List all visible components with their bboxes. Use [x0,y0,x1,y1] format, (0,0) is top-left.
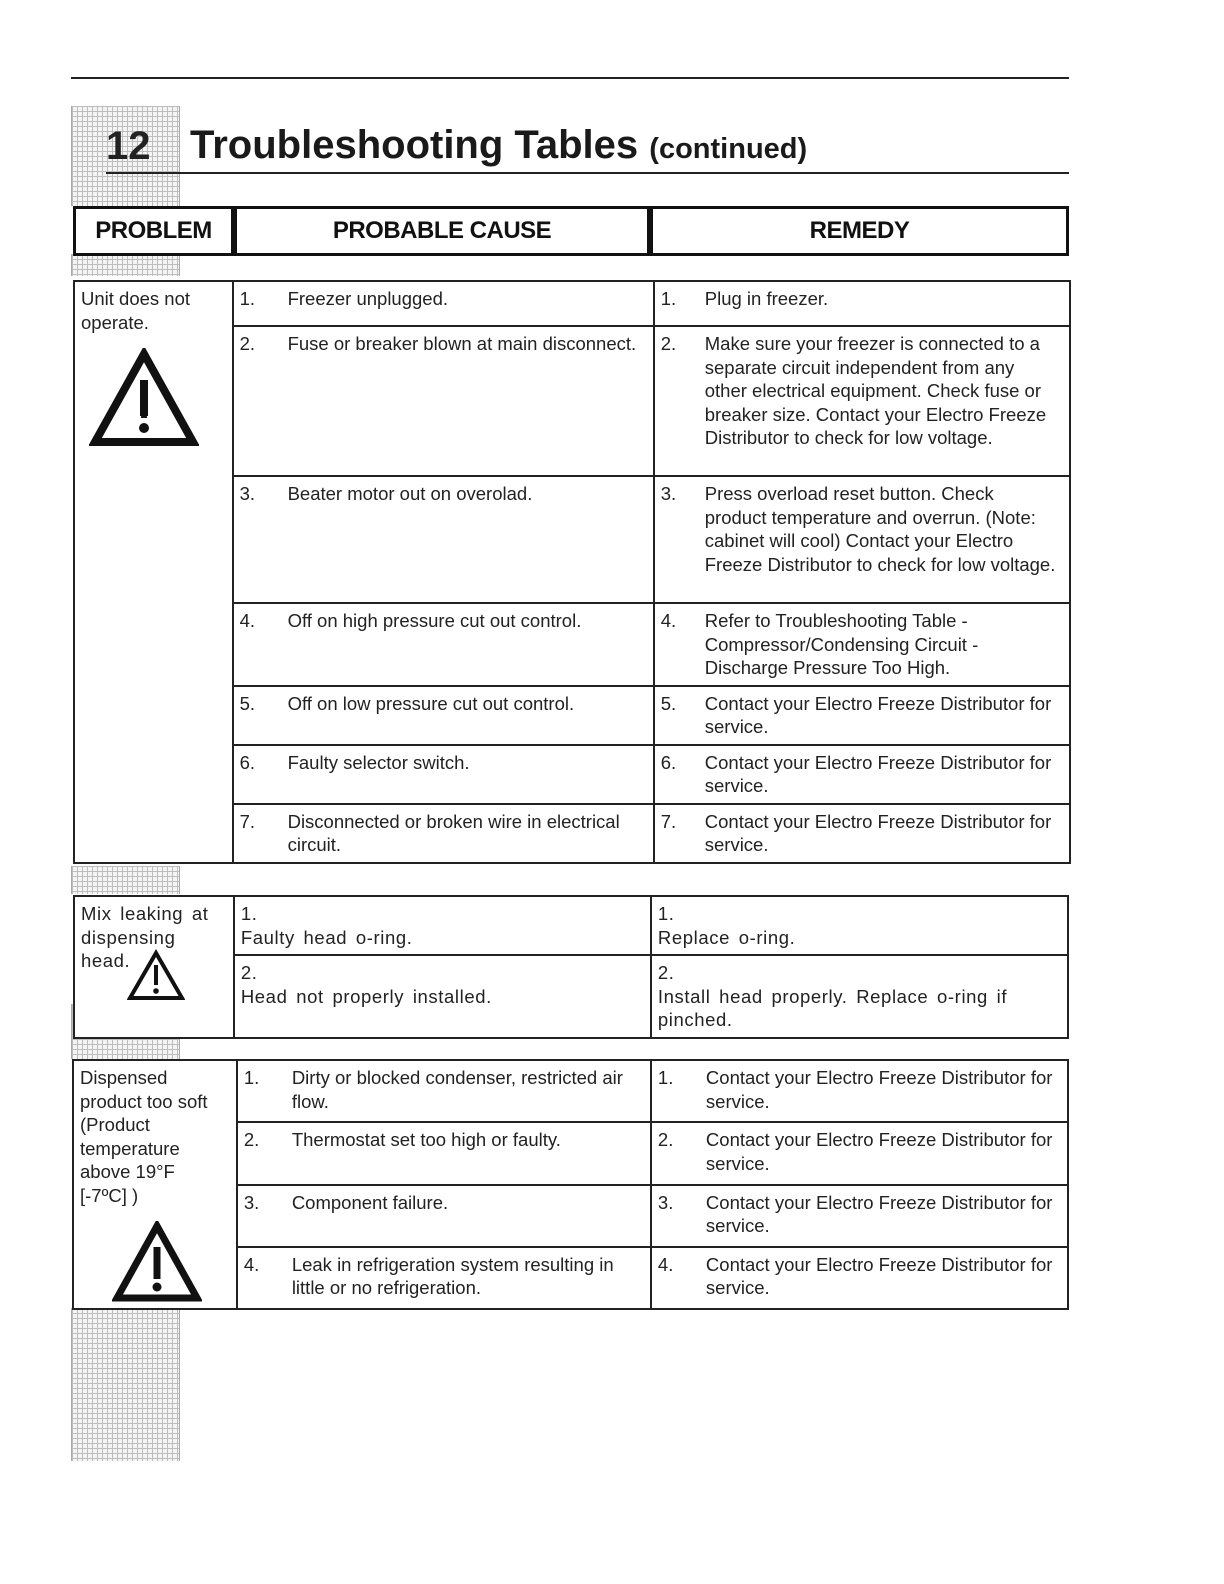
remedy-text: Plug in freezer. [704,288,829,309]
remedy-text: Contact your Electro Freeze Distributor for service. [704,751,1052,796]
item-number: 1. [240,903,258,924]
remedy-cell [651,896,1068,955]
title-rule [106,172,1069,174]
warning-triangle-icon [127,949,185,1001]
cause-text: Freezer unplugged. [287,288,449,309]
table-row [74,896,1068,955]
item-number: 2. [243,1129,260,1151]
item-number: 1. [243,1067,260,1088]
item-number: 3. [657,1191,674,1213]
troubleshooting-table-product-too-soft [72,1059,1069,1310]
item-number: 4. [243,1253,260,1275]
cause-text: Off on low pressure cut out control. [287,692,575,714]
remedy-text: Install head properly. Replace o-ring if pinched. [657,985,1008,1030]
problem-text: Dispensed product too soft (Product temperature above 19°F [-7ºC] ) [80,1067,208,1206]
warning-triangle-icon [89,348,199,448]
remedy-text: Contact your Electro Freeze Distributor for service. [705,1191,1053,1236]
grid-decoration [71,1308,180,1461]
cause-text: Thermostat set too high or faulty. [291,1129,561,1151]
warning-triangle-icon [112,1221,202,1303]
item-number: 2. [239,333,256,354]
item-number: 4. [657,1253,674,1275]
cause-text: Beater motor out on overolad. [287,483,533,504]
header-remedy: REMEDY [650,206,1069,256]
problem-cell [73,1060,237,1309]
header-problem: PROBLEM [73,206,234,256]
remedy-text: Replace o-ring. [657,926,796,948]
item-number: 3. [243,1191,260,1213]
remedy-cell [654,603,1070,686]
cause-text: Dirty or blocked condenser, restricted air flow. [291,1067,623,1112]
remedy-text: Contact your Electro Freeze Distributor for service. [705,1067,1053,1112]
remedy-text: Contact your Electro Freeze Distributor for service. [705,1129,1053,1174]
cause-cell [233,603,654,686]
cause-cell [233,476,654,603]
remedy-cell [651,1185,1068,1247]
remedy-text: Contact your Electro Freeze Distributor for service. [704,692,1052,737]
remedy-text: Contact your Electro Freeze Distributor for service. [704,810,1052,855]
remedy-text: Press overload reset button. Check product temperature and overrun. (Note: cabinet will cool) Contact your Electro Freeze Distributor to check for low voltage. [704,483,1056,575]
item-number: 1. [657,1067,674,1088]
item-number: 2. [240,962,258,983]
header-probable-cause: PROBABLE CAUSE [234,206,650,256]
top-rule [71,77,1069,79]
problem-text: Unit does not operate. [81,288,191,333]
remedy-cell [654,326,1070,476]
remedy-cell [654,281,1070,326]
cause-cell [237,1247,651,1309]
remedy-text: Contact your Electro Freeze Distributor for service. [705,1253,1053,1299]
item-number: 3. [660,483,677,504]
cause-cell [237,1185,651,1247]
item-number: 4. [660,610,677,631]
grid-decoration [71,254,180,276]
cause-cell [234,896,651,955]
cause-text: Head not properly installed. [240,985,492,1007]
remedy-cell [651,1122,1068,1184]
page-title [190,123,807,168]
problem-cell [74,896,234,1038]
remedy-text: Refer to Troubleshooting Table - Compressor/Condensing Circuit - Discharge Pressure Too High. [704,610,979,678]
item-number: 1. [657,903,675,924]
remedy-text: Make sure your freezer is connected to a separate circuit independent from any other electrical equipment. Check fuse or breaker size. Contact your Electro Freeze Distributor to check for low voltage. [704,333,1047,448]
remedy-cell [654,804,1070,863]
item-number: 2. [657,1129,674,1151]
item-number: 6. [239,751,256,773]
item-number: 2. [660,333,677,354]
item-number: 4. [239,610,256,631]
table-row [74,281,1070,326]
troubleshooting-table-no-operation [73,280,1071,864]
cause-text: Disconnected or broken wire in electrical circuit. [287,810,620,855]
cause-cell [233,326,654,476]
cause-text: Component failure. [291,1191,449,1213]
table-row [73,1060,1068,1122]
problem-text: Mix leaking at dispensing head. [81,903,209,971]
remedy-cell [651,955,1068,1038]
cause-cell [233,281,654,326]
cause-cell [237,1122,651,1184]
item-number: 7. [239,810,256,832]
problem-cell [74,281,233,863]
cause-cell [233,804,654,863]
item-number: 1. [660,288,677,309]
item-number: 6. [660,751,677,773]
cause-cell [234,955,651,1038]
item-number: 1. [239,288,256,309]
remedy-cell [654,476,1070,603]
cause-cell [233,745,654,804]
cause-text: Faulty head o-ring. [240,926,413,948]
cause-text: Leak in refrigeration system resulting in little or no refrigeration. [291,1253,614,1299]
remedy-cell [654,686,1070,745]
remedy-cell [651,1247,1068,1309]
item-number: 5. [660,692,677,714]
chapter-number: 12 [106,124,151,168]
troubleshooting-table-mix-leaking [73,895,1069,1039]
item-number: 5. [239,692,256,714]
item-number: 7. [660,810,677,832]
cause-cell [237,1060,651,1122]
cause-cell [233,686,654,745]
cause-text: Fuse or breaker blown at main disconnect. [287,333,637,354]
title-text: Troubleshooting Tables [190,123,639,167]
remedy-cell [654,745,1070,804]
grid-decoration [71,866,180,894]
remedy-cell [651,1060,1068,1122]
item-number: 2. [657,962,675,983]
cause-text: Faulty selector switch. [287,751,470,773]
title-continued: (continued) [649,133,808,165]
item-number: 3. [239,483,256,504]
cause-text: Off on high pressure cut out control. [287,610,582,631]
